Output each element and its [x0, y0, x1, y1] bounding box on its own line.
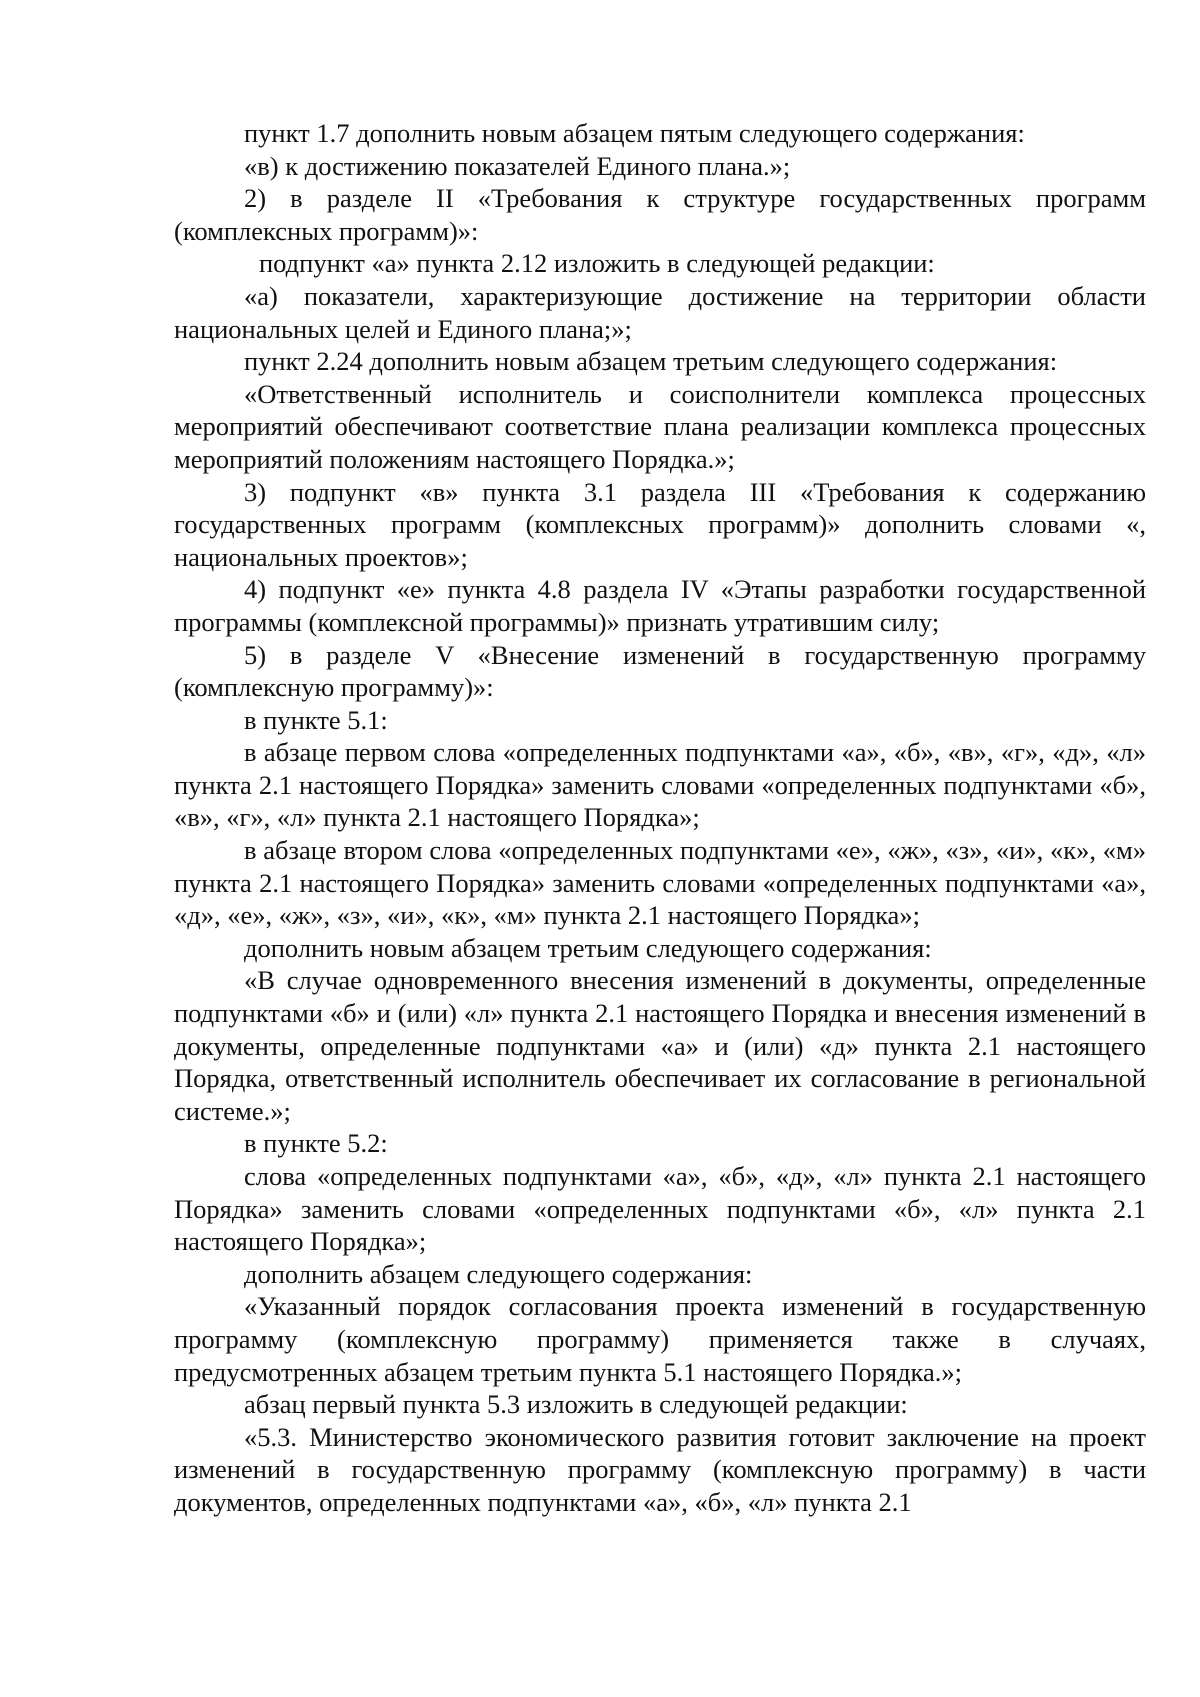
paragraph: в абзаце втором слова «определенных подпунктами «е», «ж», «з», «и», «к», «м» пункта 2.1 настоящего Порядка» заменить словами «определенных подпунктами «а», «д», «е», «ж», «з», «и», «к», «м» пункта 2.1 настоящего Порядка»;	[174, 835, 1146, 931]
paragraph: «Указанный порядок согласования проекта изменений в государственную программу (комплексную программу) применяется также в случаях, предусмотренных абзацем третьим пункта 5.1 настоящего Порядка.»;	[174, 1291, 1146, 1387]
paragraph: «5.3. Министерство экономического развития готовит заключение на проект изменений в государственную программу (комплексную программу) в части документов, определенных подпунктами «а», «б», «л» пункта 2.1	[174, 1421, 1146, 1517]
paragraph: «в) к достижению показателей Единого плана.»;	[244, 150, 791, 181]
paragraph: дополнить абзацем следующего содержания:	[244, 1258, 753, 1289]
document-body	[174, 117, 1146, 1519]
paragraph: абзац первый пункта 5.3 изложить в следующей редакции:	[244, 1389, 908, 1420]
paragraph: 2) в разделе II «Требования к структуре государственных программ (комплексных программ)»:	[174, 183, 1146, 246]
paragraph: 5) в разделе V «Внесение изменений в государственную программу (комплексную программу)»:	[174, 639, 1146, 703]
paragraph: «В случае одновременного внесения изменений в документы, определенные подпунктами «б» и (или) «л» пункта 2.1 настоящего Порядка и внесения изменений в документы, определенные подпунктами «а» и (или) «д» пункта 2.1 настоящего Порядка, ответственный исполнитель обеспечивает их согласование в региональной системе.»;	[174, 965, 1146, 1126]
paragraph: в пункте 5.2:	[244, 1128, 388, 1159]
paragraph: «а) показатели, характеризующие достижение на территории области национальных целей и Единого плана;»;	[174, 280, 1146, 344]
paragraph: пункт 2.24 дополнить новым абзацем третьим следующего содержания:	[244, 346, 1058, 377]
paragraph: в пункте 5.1:	[244, 704, 388, 735]
paragraph: в абзаце первом слова «определенных подпунктами «а», «б», «в», «г», «д», «л» пункта 2.1 настоящего Порядка» заменить словами «определенных подпунктами «б», «в», «г», «л» пункта 2.1 настоящего Порядка»;	[174, 737, 1146, 833]
paragraph: подпункт «а» пункта 2.12 изложить в следующей редакции:	[259, 248, 935, 279]
paragraph: пункт 1.7 дополнить новым абзацем пятым следующего содержания:	[244, 118, 1025, 148]
paragraph: слова «определенных подпунктами «а», «б», «д», «л» пункта 2.1 настоящего Порядка» заменить словами «определенных подпунктами «б», «л» пункта 2.1 настоящего Порядка»;	[174, 1161, 1146, 1257]
paragraph: 3) подпункт «в» пункта 3.1 раздела III «Требования к содержанию государственных программ (комплексных программ)» дополнить словами «, национальных проектов»;	[174, 476, 1146, 572]
paragraph: 4) подпункт «е» пункта 4.8 раздела IV «Этапы разработки государственной программы (комплексной программы)» признать утратившим силу;	[174, 574, 1146, 637]
paragraph: дополнить новым абзацем третьим следующего содержания:	[244, 932, 932, 963]
paragraph: «Ответственный исполнитель и соисполнители комплекса процессных мероприятий обеспечивают соответствие плана реализации комплекса процессных мероприятий положениям настоящего Порядка.»;	[174, 378, 1146, 474]
